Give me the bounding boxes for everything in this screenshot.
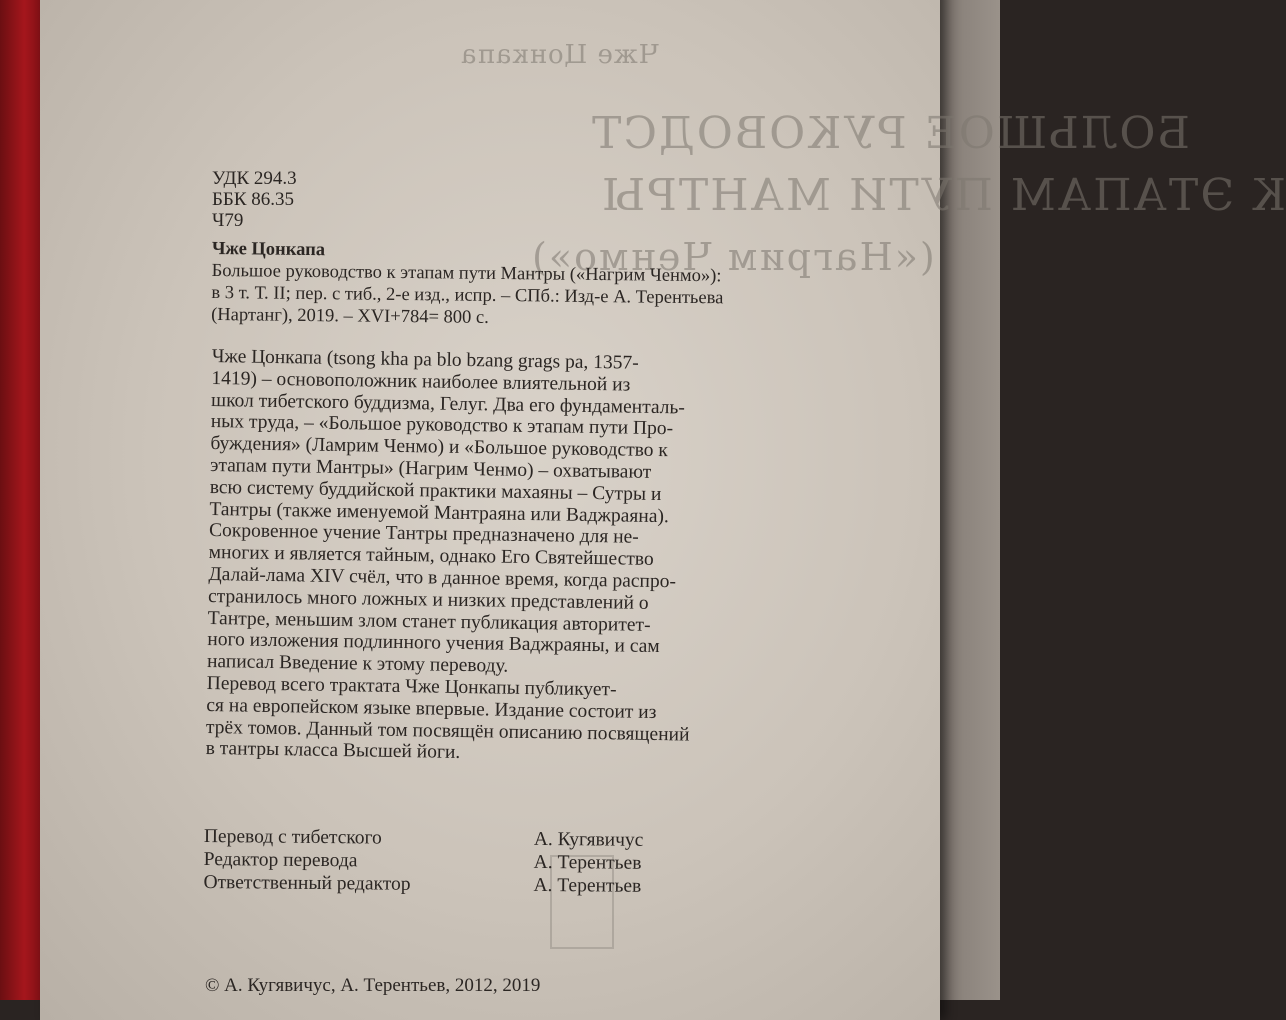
annotation-line: многих и является тайным, однако Его Святейшество bbox=[208, 542, 654, 571]
annotation-line: Тантре, меньшим злом станет публикация авторитет- bbox=[207, 607, 651, 636]
biblio-author: Чже Цонкапа bbox=[211, 238, 326, 261]
credit-role: Редактор перевода bbox=[203, 848, 358, 872]
show-through-title-line-2: К ЭТАПАМ ПУТИ МАНТРЫ bbox=[600, 170, 1286, 221]
annotation-line: школ тибетского буддизма, Гелуг. Два его фундаменталь- bbox=[210, 389, 686, 419]
author-mark-code: Ч79 bbox=[212, 210, 244, 231]
annotation-line: написал Введение к этому переводу. bbox=[206, 651, 509, 677]
annotation-line: Чже Цонкапа (tsong kha pa blo bzang grags pa, 1357- bbox=[211, 346, 639, 374]
credit-name: А. Терентьев bbox=[533, 851, 642, 874]
copyright-line: © А. Кугявичус, А. Терентьев, 2012, 2019 bbox=[205, 975, 541, 996]
credit-row bbox=[203, 825, 644, 851]
credit-role: Перевод с тибетского bbox=[203, 825, 382, 849]
annotation-line: буждения» (Ламрим Ченмо) и «Большое руководство к bbox=[210, 433, 669, 462]
biblio-line: Большое руководство к этапам пути Мантры («Нагрим Ченмо»): bbox=[211, 260, 722, 287]
annotation-line: Перевод всего трактата Чже Цонкапы публикует- bbox=[206, 672, 617, 701]
red-book-cover-edge bbox=[0, 0, 44, 1000]
annotation-text bbox=[205, 346, 821, 770]
annotation-line: 1419) – основоположник наиболее влиятельной из bbox=[211, 367, 631, 396]
show-through-subtitle: («Нагрим Ченмо») bbox=[530, 235, 935, 279]
credit-name: А. Кугявичус bbox=[533, 828, 644, 851]
classification-codes bbox=[212, 168, 297, 231]
credit-role: Ответственный редактор bbox=[203, 871, 411, 895]
annotation-line: ных труда, – «Большое руководство к этапам пути Про- bbox=[210, 411, 674, 440]
credit-row bbox=[203, 848, 642, 874]
annotation-line: Сокровенное учение Тантры предназначено для не- bbox=[208, 520, 639, 549]
credit-name: А. Терентьев bbox=[533, 874, 642, 897]
biblio-line: в 3 т. Т. II; пер. с тиб., 2-е изд., испр. – СПб.: Изд-е А. Терентьева bbox=[211, 282, 724, 309]
credit-row bbox=[203, 871, 642, 897]
credits-block bbox=[203, 825, 644, 897]
udk-code: УДК 294.3 bbox=[212, 168, 297, 189]
annotation-line: Тантры (также именуемой Мантраяна или Ваджраяна). bbox=[209, 498, 669, 527]
show-through-title-line-1: БОЛЬШОЕ РУКОВОДСТ bbox=[590, 108, 1190, 159]
biblio-line: (Нартанг), 2019. – XVI+784= 800 с. bbox=[211, 304, 489, 328]
annotation-line: этапам пути Мантры» (Нагрим Ченмо) – охватывают bbox=[209, 454, 652, 483]
annotation-line: странилось много ложных и низких представлений о bbox=[207, 585, 649, 614]
annotation-line: трёх томов. Данный том посвящён описанию посвящений bbox=[205, 716, 690, 746]
annotation-line: ся на европейском языке впервые. Издание состоит из bbox=[206, 694, 657, 723]
annotation-line: Далай-лама XIV счёл, что в данное время, когда распро- bbox=[208, 563, 677, 593]
annotation-line: ного изложения подлинного учения Ваджраяны, и сам bbox=[207, 629, 660, 658]
bbk-code: ББК 86.35 bbox=[212, 189, 294, 210]
annotation-line: всю систему буддийской практики махаяны – Сутры и bbox=[209, 476, 662, 505]
annotation-line: в тантры класса Высшей йоги. bbox=[205, 738, 461, 764]
show-through-author: Чже Цонкапа bbox=[460, 40, 659, 70]
bibliographic-record bbox=[211, 238, 832, 332]
